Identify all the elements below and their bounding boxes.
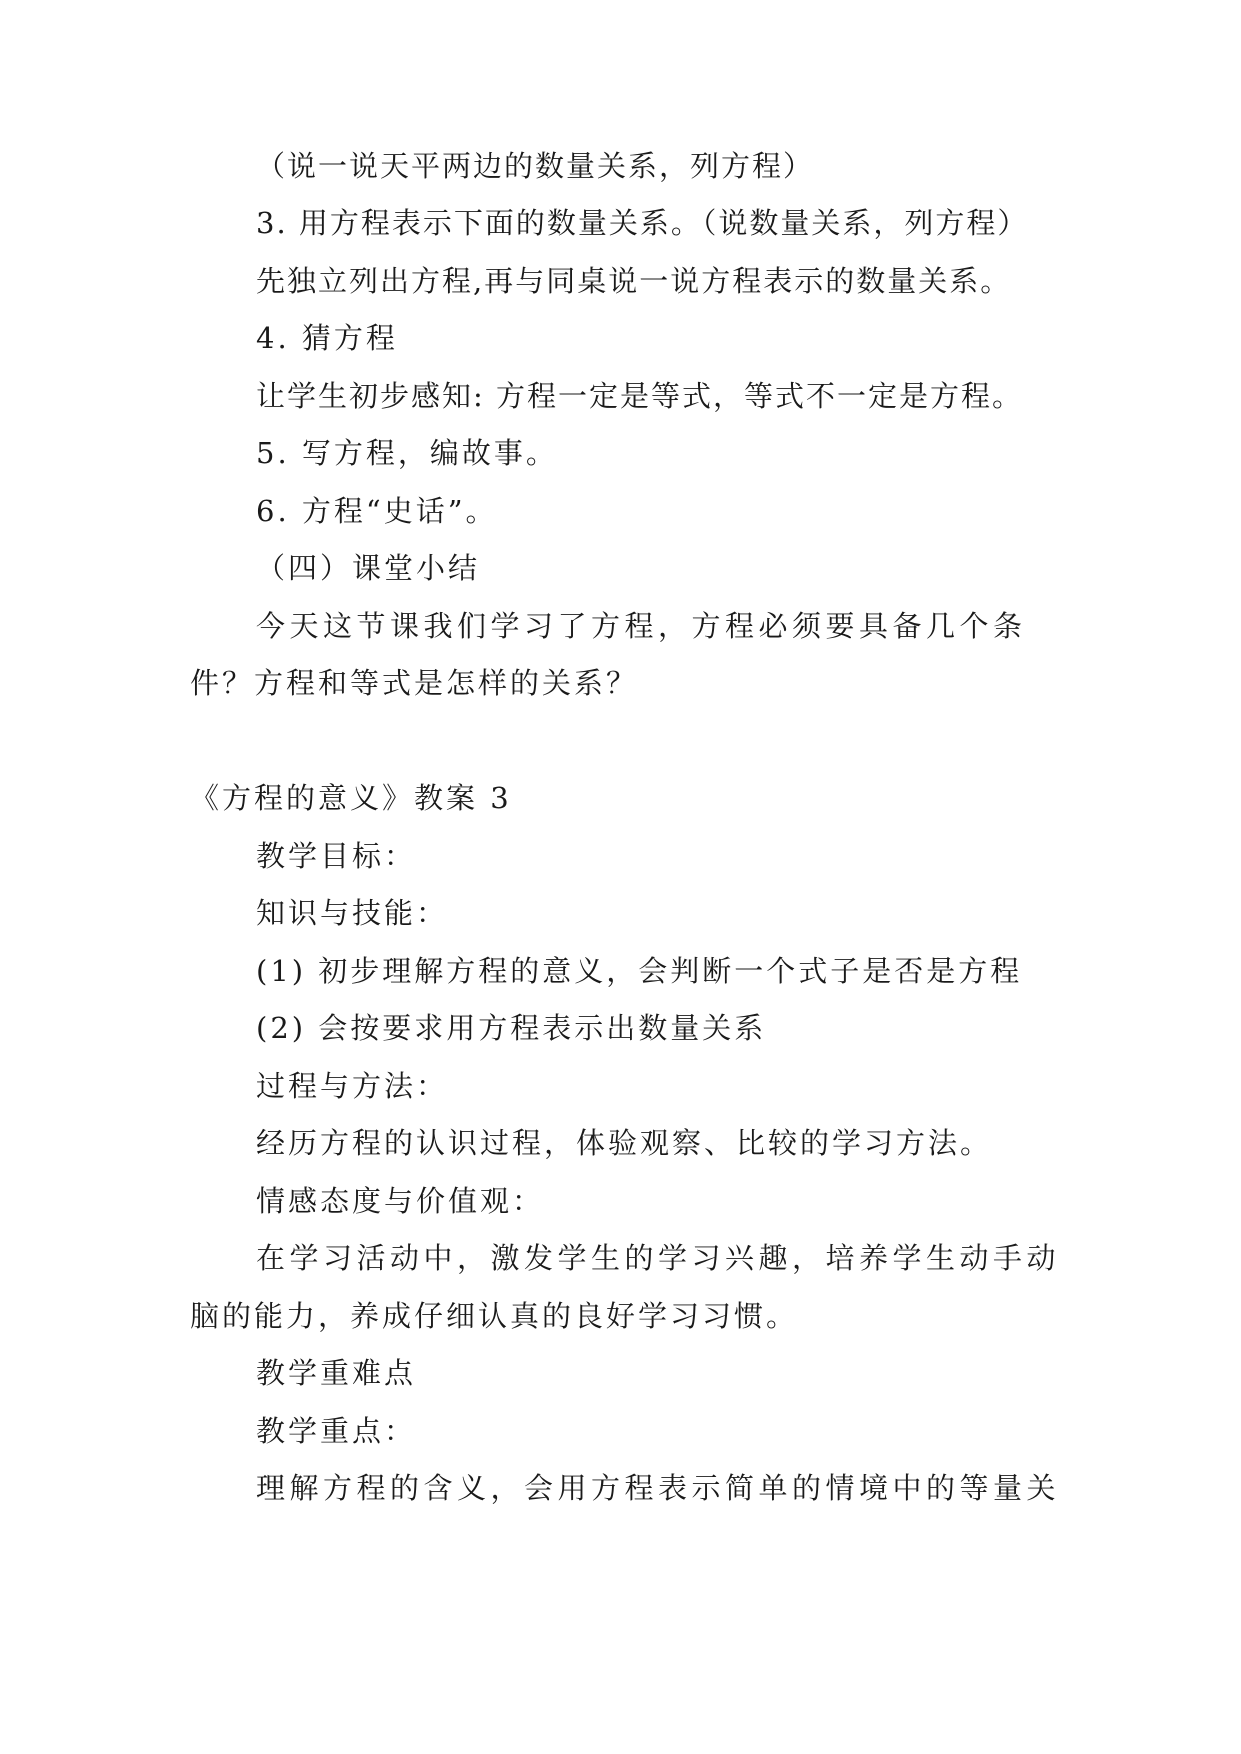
text-line: （说一说天平两边的数量关系，列方程）	[256, 149, 815, 183]
text-line: 3. 用方程表示下面的数量关系。（说数量关系，列方程）	[256, 206, 1029, 240]
text-line: 教学重难点	[256, 1356, 417, 1390]
text-line: 先独立列出方程,再与同桌说一说方程表示的数量关系。	[256, 264, 1012, 298]
text-line: 5. 写方程，编故事。	[256, 436, 558, 470]
text-line: 今天这节课我们学习了方程，方程必须要具备几个条	[256, 609, 1027, 643]
text-line: 教学目标：	[256, 839, 417, 873]
text-line: 教学重点：	[256, 1414, 417, 1448]
text-line: 经历方程的认识过程，体验观察、比较的学习方法。	[256, 1126, 993, 1160]
text-line: 理解方程的含义，会用方程表示简单的情境中的等量关	[256, 1471, 1061, 1505]
text-line: 过程与方法：	[256, 1069, 449, 1103]
text-line: 脑的能力，养成仔细认真的良好学习习惯。	[190, 1299, 799, 1333]
section-heading: （四）课堂小结	[256, 551, 481, 585]
text-line: (2) 会按要求用方程表示出数量关系	[256, 1011, 767, 1045]
text-line: 6. 方程“史话”。	[256, 494, 498, 528]
text-line: 件？方程和等式是怎样的关系？	[190, 666, 639, 700]
text-line: 在学习活动中，激发学生的学习兴趣，培养学生动手动	[256, 1241, 1061, 1275]
text-line: (1) 初步理解方程的意义，会判断一个式子是否是方程	[256, 954, 1023, 988]
lesson-title: 《方程的意义》教案 3	[190, 781, 512, 815]
text-line: 情感态度与价值观：	[256, 1184, 545, 1218]
text-line: 4. 猜方程	[256, 321, 398, 355]
text-line: 让学生初步感知: 方程一定是等式，等式不一定是方程。	[256, 379, 1023, 413]
text-line: 知识与技能：	[256, 896, 449, 930]
